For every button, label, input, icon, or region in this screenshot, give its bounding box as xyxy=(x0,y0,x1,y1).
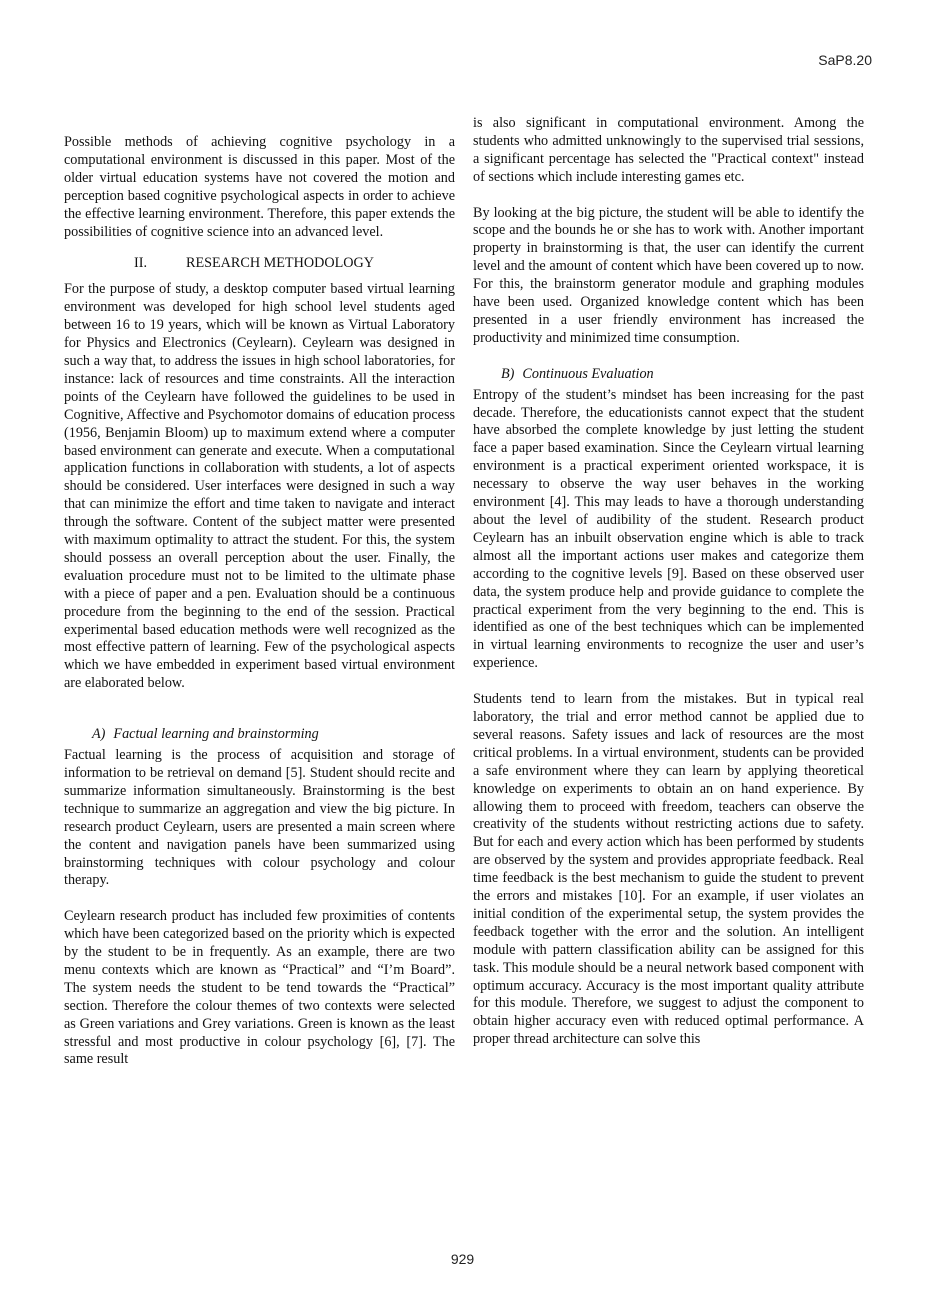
spacer xyxy=(64,890,455,908)
spacer xyxy=(64,273,455,281)
running-header-code: SaP8.20 xyxy=(818,52,872,68)
continuous-evaluation-paragraph: Entropy of the student’s mindset has been increasing for the past decade. Therefore, the educationists cannot expect that the student have absorbed the complete knowledge by just letting the student face a paper based examination. Since the Ceylearn virtual learning environment is a practical experiment oriented workspace, it is necessary to observe the way user behaves in the working environment [4]. This may leads to have a thorough understanding about the level of audibility of the student. Research product Ceylearn has an inbuilt observation engine which is able to track almost all the important actions user makes and categorize them according to the cognitive levels [9]. Based on these observed user data, the system produce help and provide guidance to complete the practical experiment from the very beginning to the end. This is identified as one of the best techniques which can be implemented in virtual learning environments to recognize the user and user’s experience. xyxy=(473,386,864,672)
subsection-heading-a xyxy=(64,726,455,744)
methodology-paragraph: For the purpose of study, a desktop computer based virtual learning environment was developed for high school level students aged between 16 to 19 years, which will be known as Virtual Laboratory for Physics and Electronics (Ceylearn). Ceylearn was designed in such a way that, to address the issues in high school laboratories, for instance: lack of resources and time constraints. All the interaction points of the Ceylearn have followed the guidelines to be used in Cognitive, Affective and Psychomotor domains of education process (1956, Benjamin Bloom) up to maximum extend where a computer based environment can generate and execute. When a computational application functions in collaboration with students, a lot of aspects should be considered. User interfaces were designed in such a way that can minimize the effort and time taken to navigate and interact through the software. Content of the subject matter were presented with maximum optimality to attract the student. For this, the system should possess an overall perception about the user. Finally, the evaluation procedure must not to be limited to the ultimate phase with a piece of paper and a pen. Evaluation should be a continuous procedure from the beginning to the end of the session. Practical experimental based education methods were well recognized as the most effective pattern of learning. Few of the psychological aspects which we have embedded in experiment based virtual environment are elaborated below. xyxy=(64,281,455,692)
right-column xyxy=(473,115,864,1049)
spacer xyxy=(473,348,864,366)
intro-paragraph: Possible methods of achieving cognitive psychology in a computational environment is discussed in this paper. Most of the older virtual education systems have not covered the motion and perception based cognitive psychological aspects in order to achieve the effective learning environment. Therefore, this paper extends the possibilities of cognitive science into an advanced level. xyxy=(64,134,455,240)
subsection-heading-b xyxy=(473,366,864,384)
colour-psychology-paragraph: Ceylearn research product has included few proximities of contents which have been categorized based on the priority which is expected by the student to be in frequently. As an example, there are two menu contexts which are known as “Practical” and “I’m Board”. The system needs the student to be tend towards the “Practical” section. Therefore the colour themes of two contexts were selected as Green variations and Grey variations. Green is known as the least stressful and most productive in colour psychology [6], [7]. The same result xyxy=(64,908,455,1068)
factual-learning-paragraph: Factual learning is the process of acquisition and storage of information to be retrieval on demand [5]. Student should recite and summarize information simultaneously. Brainstorming is the best technique to summarize an aggregation and view the big picture. In research product Ceylearn, users are presented a main screen where the content and navigation panels have been summarized using brainstorming techniques with colour psychology and colour therapy. xyxy=(64,747,455,889)
page-number: 929 xyxy=(450,1251,475,1267)
subsection-label: A) xyxy=(92,726,106,743)
subsection-title: Continuous Evaluation xyxy=(522,365,654,382)
section-number: II. xyxy=(134,255,147,272)
mistakes-paragraph: Students tend to learn from the mistakes. But in typical real laboratory, the trial and error method cannot be applied due to several reasons. Safety issues and lack of resources are the most critical problems. In a virtual environment, students can be provided a safe environment where they can learn by applying theoretical knowledge on experiments to obtain an on hand experience. By allowing them to proceed with freedom, teachers can observe the creativity of the students without restricting actions due to safety. But for each and every action which has been performed by students are observed by the system and provides appropriate feedback. Real time feedback is the best mechanism to guide the student to prevent the errors and mistakes [10]. For an example, if user violates an initial condition of the experimental setup, the system provides the feedback together with the error and the solution. An intelligent module with pattern classification ability can be assigned for this task. This module should be a neural network based component with optimum accuracy. Accuracy is the most important quality attribute for this module. Therefore, we suggest to adjust the component to obtain higher accuracy even with reduced optimal performance. A proper thread architecture can solve this xyxy=(473,691,864,1048)
spacer xyxy=(473,673,864,691)
section-title: RESEARCH METHODOLOGY xyxy=(186,255,374,272)
big-picture-paragraph: By looking at the big picture, the student will be able to identify the scope and the bounds he or she has to work with. Another important property in brainstorming is that, the user can identify the current level and the amount of content which have been covered up to now. For this, the brainstorm generator module and graphing modules have been used. Organized knowledge content which has been presented in a user friendly environment has increased the productivity and minimized time consumption. xyxy=(473,204,864,346)
subsection-label: B) xyxy=(501,365,515,382)
subsection-title: Factual learning and brainstorming xyxy=(113,726,319,743)
section-heading xyxy=(64,255,455,273)
spacer xyxy=(64,241,455,255)
left-column xyxy=(64,115,455,1069)
continuation-paragraph: is also significant in computational environment. Among the students who admitted unknowingly to the supervised trial sessions, a significant percentage has selected the "Practical context" instead of sections which include interesting games etc. xyxy=(473,115,864,185)
spacer xyxy=(64,115,455,134)
spacer xyxy=(473,187,864,205)
spacer xyxy=(64,693,455,726)
